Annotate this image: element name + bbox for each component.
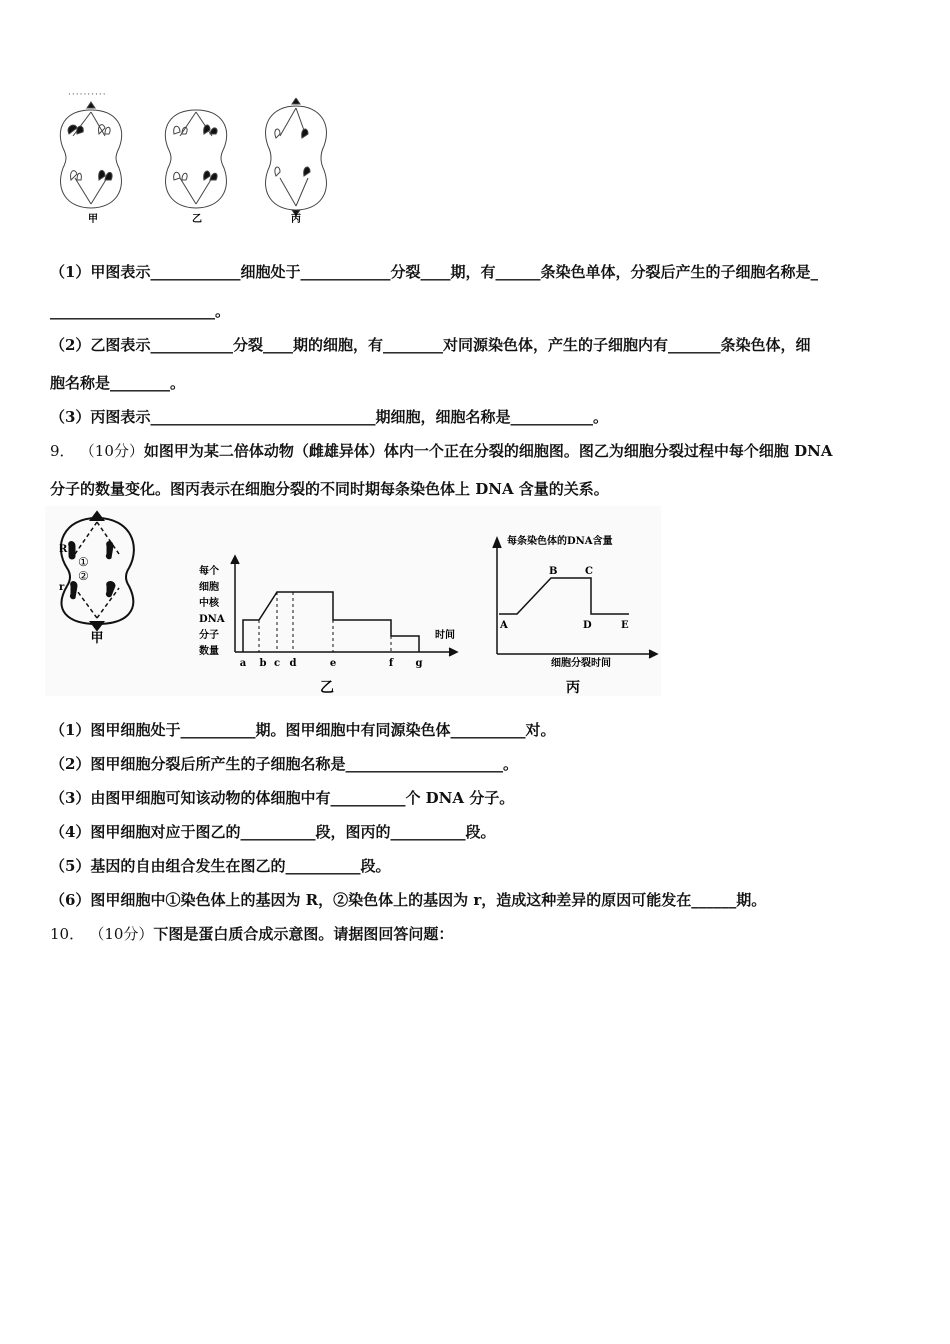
q9-stem-line1 [50,440,832,461]
svg-text:d: d [289,658,297,669]
q9-chromosome-2: ② [78,569,89,583]
q9-graph-bing [493,538,657,658]
q9-sub2: （2）图甲细胞分裂后所产生的子细胞名称是_____________________。 [50,755,518,773]
q9-cell-jia [61,512,134,630]
q10-score: （10分） [89,925,154,943]
q9-sub5: （5）基因的自由组合发生在图乙的__________段。 [50,857,391,875]
cell-label-bing: 丙 [291,214,301,225]
svg-text:e: e [329,658,337,669]
svg-text:f: f [388,658,394,669]
svg-text:B: B [549,566,558,577]
svg-text:A: A [500,620,508,631]
q8-part2-line1: （2）乙图表示___________分裂____期的细胞，有________对同源染色体，产生的子细胞内有_______条染色体，细 [50,336,811,354]
q9-sub1: （1）图甲细胞处于__________期。图甲细胞中有同源染色体__________对。 [50,721,556,739]
q9-sub6: （6）图甲细胞中①染色体上的基因为 R，②染色体上的基因为 r，造成这种差异的原因可能发在______期。 [50,891,767,909]
q9-label-jia: 甲 [90,631,104,646]
svg-text:b: b [259,658,267,669]
q9-yi-xlabel: 时间 [435,630,455,641]
svg-text:g: g [415,658,423,669]
q8-part1-line2: ______________________。 [50,302,231,320]
q9-bing-ylabel: 每条染色体的DNA含量 [507,536,613,547]
cell-label-yi: 乙 [192,214,202,225]
q9-sub3: （3）由图甲细胞可知该动物的体细胞中有__________个 DNA 分子。 [50,789,515,807]
cell-bing [266,98,327,216]
q10-number: 10． [50,925,85,943]
q9-label-yi: 乙 [320,680,334,696]
q9-sub4: （4）图甲细胞对应于图乙的__________段，图丙的__________段。 [50,823,496,841]
cell-label-jia: 甲 [88,214,98,225]
q9-bing-points [499,566,629,631]
q8-part2-line2: 胞名称是________。 [50,374,186,392]
svg-text:数量: 数量 [199,646,219,657]
q9-label-bing: 丙 [566,680,580,696]
q9-bing-xlabel: 细胞分裂时间 [551,658,611,669]
svg-text:DNA: DNA [199,614,225,625]
q9-number: 9． [50,442,75,460]
svg-text:每个: 每个 [199,566,219,577]
q8-part3: （3）丙图表示______________________________期细胞，细胞名称是___________。 [50,408,608,426]
top-dots: ·········· [68,90,107,100]
cell-yi [165,110,226,208]
svg-text:C: C [585,566,593,577]
q9-yi-ylabel [199,564,225,657]
svg-text:a: a [239,658,247,669]
cell-jia [60,102,121,208]
q10-stem-text: 下图是蛋白质合成示意图。请据图回答问题： [153,925,454,943]
svg-text:中核: 中核 [199,598,219,609]
q9-graph-yi [231,556,457,656]
q9-stem-text-a: 如图甲为某二倍体动物（雌雄异体）体内一个正在分裂的细胞图。图乙为细胞分裂过程中每个细胞 DNA [143,442,833,460]
q9-stem-line2: 分子的数量变化。图丙表示在细胞分裂的不同时期每条染色体上 DNA 含量的关系。 [50,480,609,498]
q9-yi-ticks [240,658,423,669]
q9-chromosome-1: ① [78,555,89,569]
svg-text:分子: 分子 [199,630,219,641]
q9-gene-r: r [59,582,65,593]
q9-score: （10分） [79,442,144,460]
svg-text:细胞: 细胞 [199,582,219,593]
q10-stem [50,923,453,944]
q8-part1-line1: （1）甲图表示____________细胞处于____________分裂____期，有______条染色单体，分裂后产生的子细胞名称是_ [50,263,818,281]
svg-text:E: E [621,620,629,631]
q9-figure [45,506,661,696]
q8-cell-figure [45,98,345,230]
q9-gene-R: R [59,544,68,555]
svg-text:D: D [583,620,592,631]
svg-text:c: c [273,658,281,669]
